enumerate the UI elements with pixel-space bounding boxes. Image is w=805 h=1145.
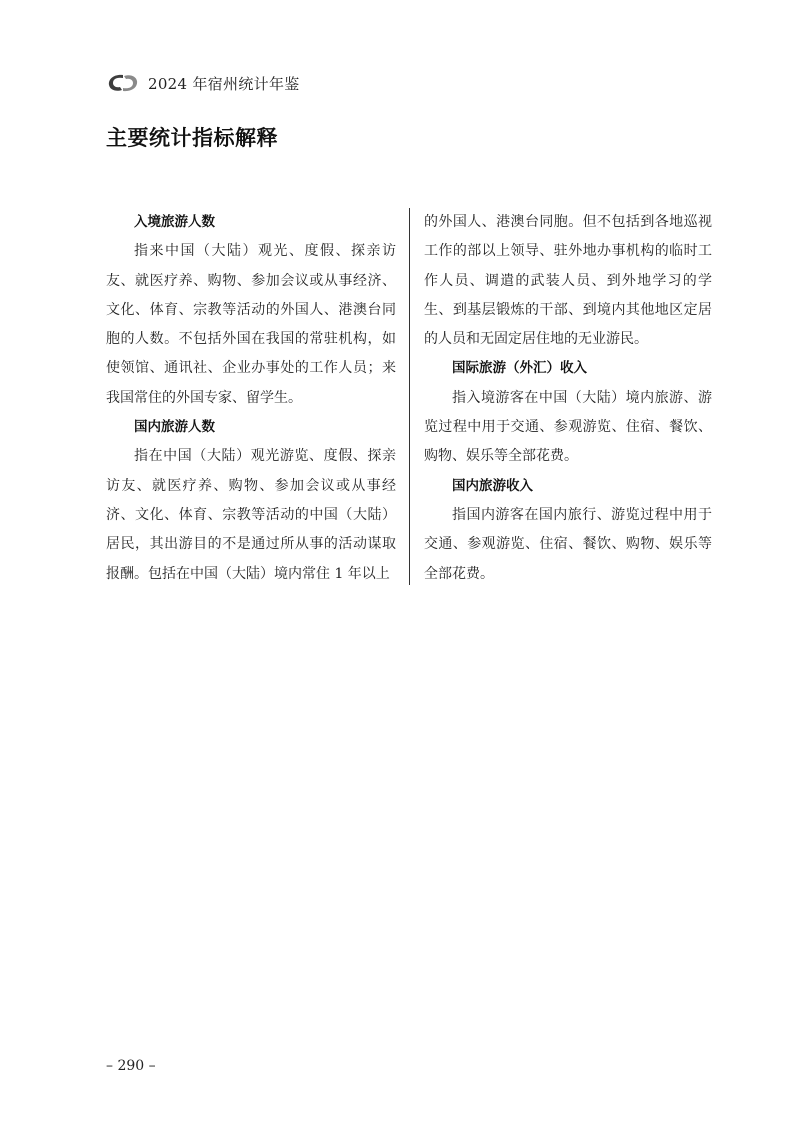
right-column xyxy=(424,208,712,589)
column-divider xyxy=(409,208,410,585)
term-domestic-tourism-income: 国内旅游收入 xyxy=(452,477,533,494)
definition-domestic-tourism-income: 指国内游客在国内旅行、游览过程中用于交通、参观游览、住宿、餐饮、购物、娱乐等全部花费。 xyxy=(424,506,712,582)
definition-international-tourism-income: 指入境游客在中国（大陆）境内旅游、游览过程中用于交通、参观游览、住宿、餐饮、购物、娱乐等全部花费。 xyxy=(424,389,712,465)
section-title: 主要统计指标解释 xyxy=(106,126,278,150)
term-inbound-tourists: 入境旅游人数 xyxy=(134,214,215,230)
definition-domestic-tourists-continued: 的外国人、港澳台同胞。但不包括到各地巡视工作的部以上领导、驻外地办事机构的临时工作人员、调遣的武装人员、到外地学习的学生、到基层锻炼的干部、到境内其他地区定居的人员和无固定居住地的无业游民。 xyxy=(424,214,712,348)
term-domestic-tourists: 国内旅游人数 xyxy=(134,419,215,436)
term-international-tourism-income: 国际旅游（外汇）收入 xyxy=(452,360,587,377)
definition-inbound-tourists: 指来中国（大陆）观光、度假、探亲访友、就医疗养、购物、参加会议或从事经济、文化、体育、宗教等活动的外国人、港澳台同胞的人数。不包括外国在我国的常驻机构，如使领馆、通讯社、企业办事处的工作人员；来我国常住的外国专家、留学生。 xyxy=(106,243,396,406)
page-header xyxy=(106,70,300,96)
page-number: – 290 – xyxy=(106,1058,156,1074)
left-column xyxy=(106,208,396,589)
definition-domestic-tourists: 指在中国（大陆）观光游览、度假、探亲访友、就医疗养、购物、参加会议或从事经济、文化、体育、宗教等活动的中国（大陆）居民，其出游目的不是通过所从事的活动谋取报酬。包括在中国（大陆）境内常住 1 年以上 xyxy=(106,448,396,582)
yearbook-logo-icon xyxy=(106,72,140,94)
yearbook-title: 2024 年宿州统计年鉴 xyxy=(148,74,300,93)
